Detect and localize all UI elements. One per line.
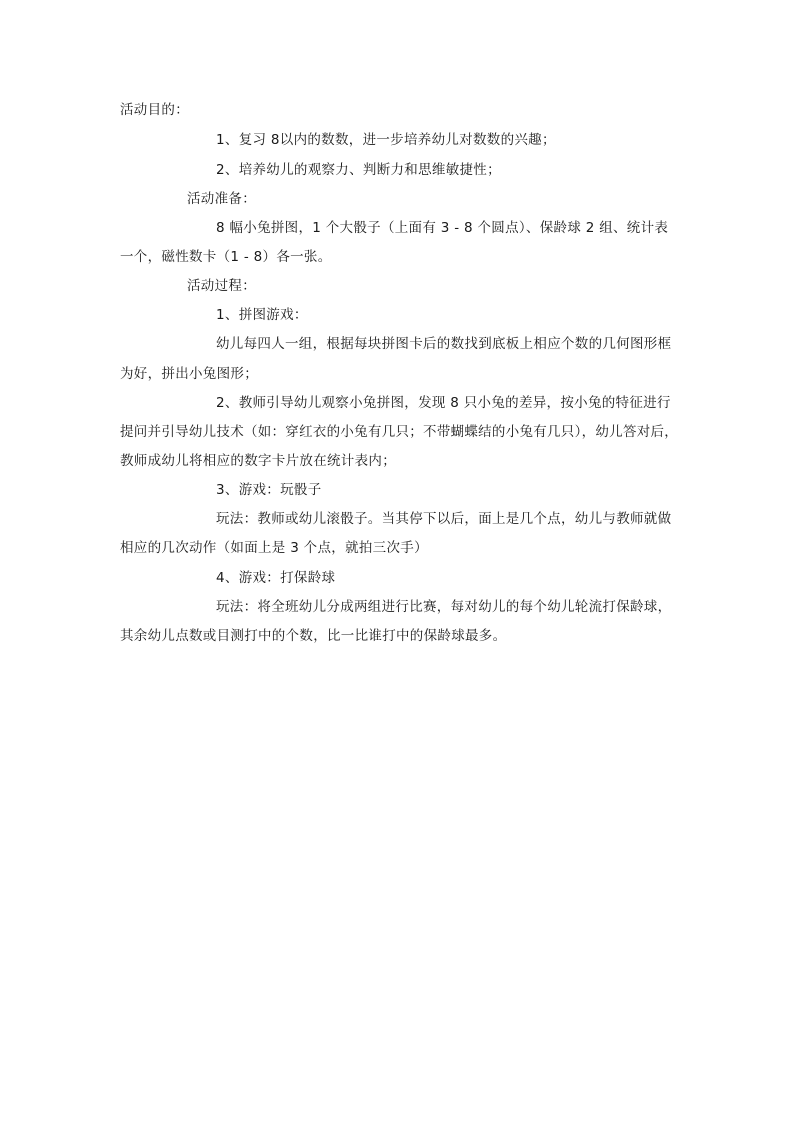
step3-title: 3、游戏：玩骰子 bbox=[216, 482, 322, 498]
step3-text-line-2: 相应的几次动作（如面上是 3 个点，就拍三次手） bbox=[120, 540, 428, 556]
step4-text-line-2: 其余幼儿点数或目测打中的个数，比一比谁打中的保龄球最多。 bbox=[120, 628, 507, 644]
step2-text-line-3: 教师成幼儿将相应的数字卡片放在统计表内； bbox=[120, 453, 396, 469]
goal-item-2: 2、培养幼儿的观察力、判断力和思维敏捷性； bbox=[216, 162, 501, 178]
heading-goal: 活动目的： bbox=[120, 102, 189, 118]
step3-text-line-1: 玩法：教师或幼儿滚骰子。当其停下以后，面上是几个点，幼儿与教师就做 bbox=[216, 511, 672, 527]
goal-item-1: 1、复习 8以内的数数，进一步培养幼儿对数数的兴趣； bbox=[216, 132, 556, 148]
heading-prep: 活动准备： bbox=[187, 191, 256, 207]
step1-title: 1、拼图游戏： bbox=[216, 307, 308, 323]
prep-text-line-1: 8 幅小兔拼图，1 个大骰子（上面有 3 - 8 个圆点）、保龄球 2 组、统计表 bbox=[216, 220, 669, 236]
step4-title: 4、游戏：打保龄球 bbox=[216, 570, 336, 586]
step4-text-line-1: 玩法：将全班幼儿分成两组进行比赛，每对幼儿的每个幼儿轮流打保龄球， bbox=[216, 599, 672, 615]
step1-text-line-2: 为好，拼出小兔图形； bbox=[120, 366, 258, 382]
step1-text-line-1: 幼儿每四人一组，根据每块拼图卡后的数找到底板上相应个数的几何图形框 bbox=[216, 336, 672, 352]
step2-text-line-2: 提问并引导幼儿技术（如：穿红衣的小兔有几只；不带蝴蝶结的小兔有几只），幼儿答对后， bbox=[120, 424, 679, 440]
prep-text-line-2: 一个，磁性数卡（1 - 8）各一张。 bbox=[120, 249, 332, 265]
step2-text-line-1: 2、教师引导幼儿观察小兔拼图，发现 8 只小兔的差异，按小兔的特征进行 bbox=[216, 395, 671, 411]
heading-process: 活动过程： bbox=[187, 278, 256, 294]
